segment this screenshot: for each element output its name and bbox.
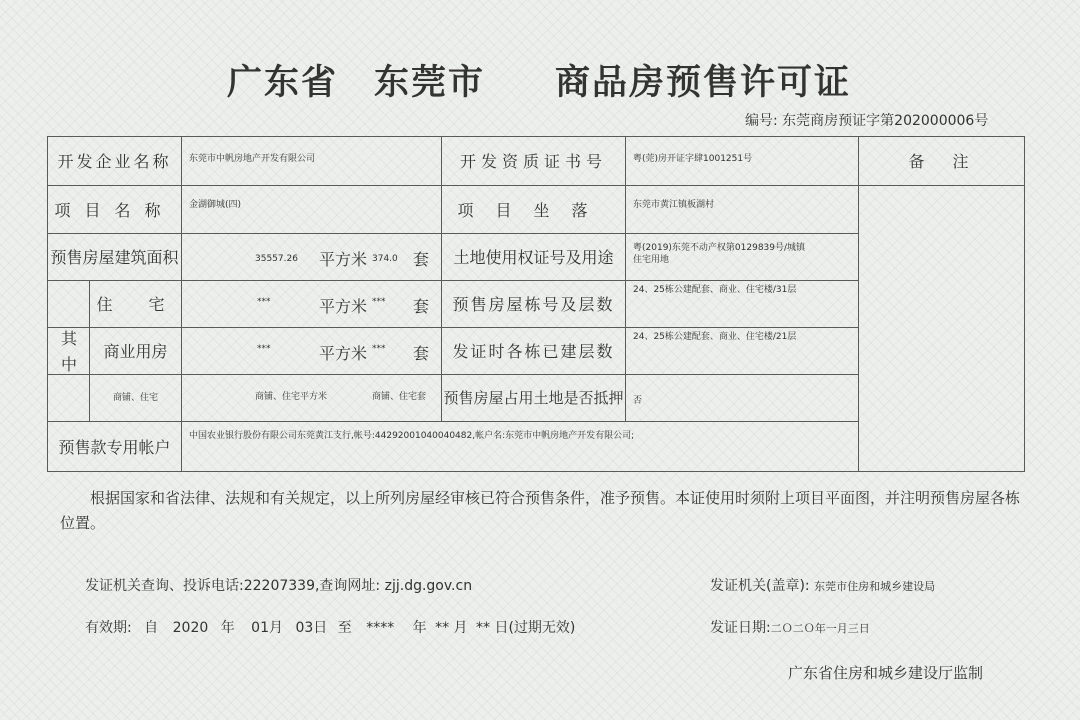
col-remarks (858, 136, 1025, 472)
commercial-area: *** (257, 344, 271, 354)
validity-month: 01 (251, 620, 269, 636)
validity-end-year: **** (366, 620, 395, 636)
qualification-label: 开发资质证书号 (459, 152, 607, 171)
remarks-label: 备 注 (908, 152, 975, 171)
validity-to: 至 (337, 620, 352, 636)
building-value: 24、25栋公建配套、商业、住宅楼/31层 (633, 285, 797, 295)
qualification-value: 粤(莞)房开证字肆1001251号 (633, 154, 753, 164)
validity-day: 03 (295, 620, 314, 636)
residential-units-unit: 套 (413, 297, 430, 316)
serial-value: 东莞商房预证字第202000006号 (782, 113, 989, 129)
title-city: 东莞市 (374, 63, 486, 103)
land-value-line2: 住宅用地 (633, 255, 670, 265)
commercial-label: 商业用房 (103, 342, 168, 361)
mixed-units-label: 商铺、住宅套 (372, 392, 427, 402)
area-value: 35557.26 (255, 254, 298, 264)
issuer-line (710, 575, 935, 595)
mortgage-label: 预售房屋占用土地是否抵押 (443, 389, 624, 407)
issue-date-label: 发证日期: (710, 620, 771, 636)
supervisor-note: 广东省住房和城乡建设厅监制 (788, 664, 984, 682)
area-label: 预售房屋建筑面积 (50, 248, 179, 267)
location-label: 项目坐落 (457, 200, 610, 220)
developer-value: 东莞市中帆房地产开发有限公司 (189, 154, 316, 164)
issue-date-line (710, 617, 870, 637)
mortgage-value: 否 (633, 396, 643, 406)
title-cert-type: 商品房预售许可证 (555, 63, 852, 103)
building-label: 预售房屋栋号及层数 (452, 295, 615, 314)
mixed-area-label: 商铺、住宅平方米 (255, 392, 328, 402)
inquiry-phone: 22207339 (243, 578, 315, 594)
commercial-sqm-unit: 平方米 (319, 344, 368, 363)
issuer-label: 发证机关(盖章): (710, 578, 810, 594)
issuer-value: 东莞市住房和城乡建设局 (814, 580, 936, 593)
account-value: 中国农业银行股份有限公司东莞黄江支行,帐号:44292001040040482,帐户名:东莞市中帆房地产开发有限公司; (189, 431, 635, 441)
location-value: 东莞市黄江镇板湖村 (633, 200, 715, 210)
validity-end-day: ** (476, 620, 490, 636)
title-province: 广东省 (227, 63, 339, 103)
commercial-units-unit: 套 (413, 344, 430, 363)
project-label: 项目名称 (54, 200, 175, 220)
residential-area: *** (257, 297, 271, 307)
built-floors-value: 24、25栋公建配套、商业、住宅楼/21层 (633, 332, 797, 342)
permit-table (47, 136, 1025, 472)
validity-from: 自 (144, 620, 159, 636)
commercial-units: *** (372, 344, 386, 354)
inquiry-label: 发证机关查询、投诉电话: (85, 578, 244, 594)
validity-expired-note: (过期无效) (508, 620, 576, 636)
website-label: ,查询网址: (314, 578, 381, 594)
validity-year: 2020 (172, 620, 209, 636)
account-label: 预售款专用帐户 (58, 438, 171, 457)
validity-label: 有效期: (85, 620, 132, 636)
developer-label: 开发企业名称 (57, 152, 172, 171)
including-label: 其中 (61, 329, 78, 374)
built-floors-label: 发证时各栋已建层数 (452, 342, 615, 361)
residential-sqm-unit: 平方米 (319, 297, 368, 316)
project-value: 金湖御城(四) (189, 200, 242, 210)
area-sqm-unit: 平方米 (319, 250, 368, 269)
land-label: 土地使用权证号及用途 (453, 248, 614, 267)
mixed-label: 商铺、住宅 (112, 392, 158, 403)
units-value: 374.0 (372, 254, 398, 264)
validity-end-month: ** (435, 620, 450, 636)
statement-paragraph: 根据国家和省法律、法规和有关规定，以上所列房屋经审核已符合预售条件，准予预售。本证使用时须附上项目平面图，并注明预售房屋各栋位置。 (60, 489, 1021, 532)
serial-number: 编号: 东莞商房预证字第202000006号 (745, 113, 989, 129)
inquiry-line (85, 575, 472, 595)
website-value: zjj.dg.gov.cn (384, 578, 473, 594)
issue-date-value: 二Ｏ二Ｏ年一月三日 (770, 622, 870, 635)
land-value-line1: 粤(2019)东莞不动产权第0129839号/城镇 (633, 243, 806, 253)
validity-line: 有效期: 自 2020 年 01月 03日 至 **** 年 ** 月 ** 日(过期无效) (85, 620, 576, 636)
residential-label: 住 宅 (96, 295, 175, 314)
residential-units: *** (372, 297, 386, 307)
units-unit: 套 (413, 250, 430, 269)
